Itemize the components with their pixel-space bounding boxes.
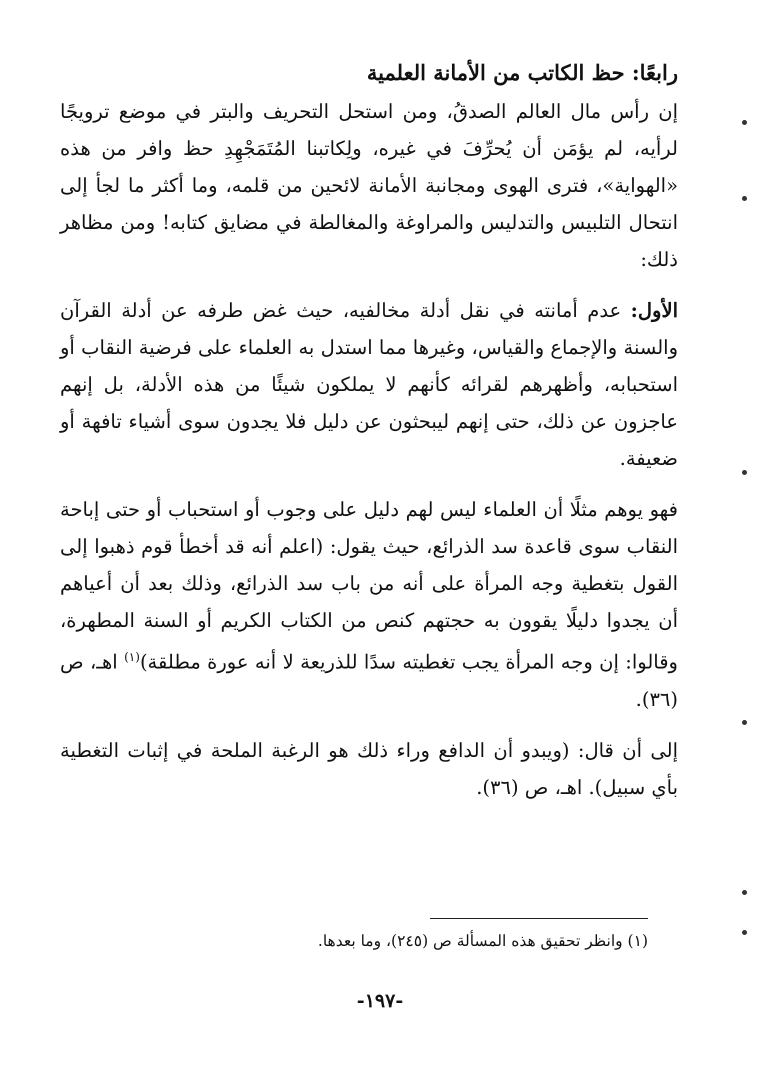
footnote-divider — [430, 918, 648, 919]
paragraph-text: إلى أن قال: (ويبدو أن الدافع وراء ذلك هو الرغبة الملحة في إثبات التغطية بأي سبيل). اهـ، ص (٣٦). — [60, 738, 678, 799]
paragraph-lead: الأول: — [630, 299, 678, 322]
scan-speck — [742, 120, 747, 125]
paragraph-first-point — [60, 292, 678, 477]
paragraph-continuation — [60, 732, 678, 806]
page-number: -١٩٧- — [356, 990, 404, 1012]
footnote-ref[interactable]: (١) — [124, 650, 140, 664]
paragraph-quote — [60, 491, 678, 718]
scan-speck — [742, 720, 747, 725]
footnote: (١) وانظر تحقيق هذه المسألة ص (٢٤٥)، وما بعدها. — [317, 932, 648, 950]
paragraph-text: عدم أمانته في نقل أدلة مخالفيه، حيث غض طرفه عن أدلة القرآن والسنة والإجماع والقياس، وغيرها مما استدل به العلماء على فرضية النقاب أو استحبابه، وأظهرهم لقرائه كأنهم لا يملكون شيئًا من هذه الأدلة، بل إنهم عاجزون عن ذلك، حتى إنهم ليبحثون عن دليل فلا يجدون سوى أشياء تافهة أو ضعيفة. — [60, 299, 678, 470]
scan-speck — [742, 196, 747, 201]
scan-speck — [742, 930, 747, 935]
paragraph-tail: اهـ، ص (٣٦). — [60, 650, 678, 711]
page-body — [60, 55, 678, 820]
section-heading: رابعًا: حظ الكاتب من الأمانة العلمية — [366, 60, 678, 85]
paragraph-text: فهو يوهم مثلًا أن العلماء ليس لهم دليل على وجوب أو استحباب أو حتى إباحة النقاب سوى قاعدة سد الذرائع، حيث يقول: (اعلم أنه قد أخطأ قوم ذهبوا إلى القول بتغطية وجه المرأة على أنه من باب سد الذرائع، وذلك بعد أن أعياهم أن يجدوا دليلًا يقوون به حجتهم كنص من الكتاب الكريم أو السنة المطهرة، وقالوا: إن وجه المرأة يجب تغطيته سدًا للذريعة لا أنه عورة مطلقة) — [60, 498, 678, 674]
scan-speck — [742, 470, 747, 475]
paragraph-text: إن رأس مال العالم الصدقُ، ومن استحل التحريف والبتر في موضع ترويجًا لرأيه، لم يؤمَن أن يُحرِّفَ في غيره، ولِكاتبنا المُتَمَجْهِدِ حظ وافر من هذه «الهواية»، فترى الهوى ومجانبة الأمانة لائحين من قلمه، وما أكثر ما لجأ إلى انتحال التلبيس والتدليس والمراوغة والمغالطة في مضايق كتابه! ومن مظاهر ذلك: — [60, 100, 678, 271]
scan-speck — [742, 890, 747, 895]
paragraph-intro — [60, 93, 678, 278]
